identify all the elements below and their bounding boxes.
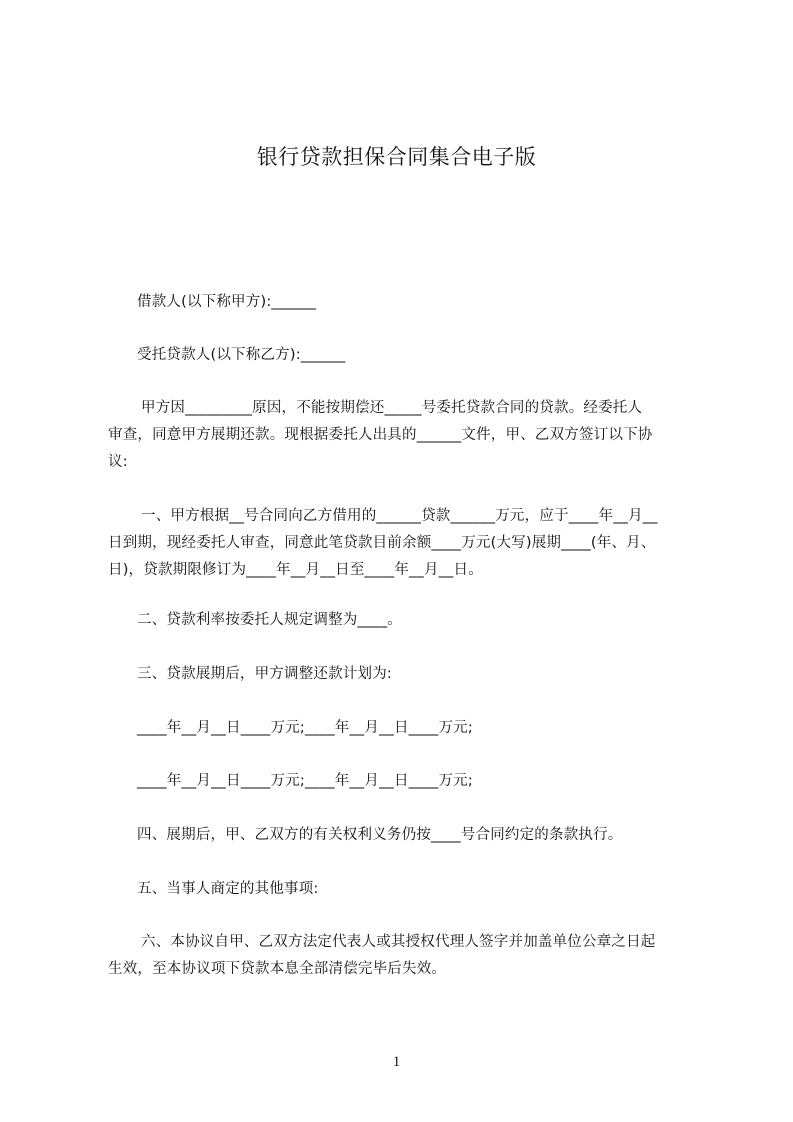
clause-1-line-2: 日到期，现经委托人审查，同意此笔贷款目前余额____万元(大写)展期____(年、月、 xyxy=(108,535,656,551)
paragraph-intro-line-2: 审查，同意甲方展期还款。现根据委托人出具的______文件，甲、乙双方签订以下协 xyxy=(108,427,653,443)
clause-3: 三、贷款展期后，甲方调整还款计划为: xyxy=(137,666,392,682)
paragraph-intro-line-3: 议: xyxy=(108,454,128,470)
clause-4: 四、展期后，甲、乙双方的有关权利义务仍按____号合同约定的条款执行。 xyxy=(137,827,623,843)
lender-line: 受托贷款人(以下称乙方):______ xyxy=(137,347,346,363)
document-title: 银行贷款担保合同集合电子版 xyxy=(256,145,537,169)
paragraph-intro-line-1: 甲方因_________原因，不能按期偿还_____号委托贷款合同的贷款。经委托人 xyxy=(141,400,643,416)
clause-6-line-2: 生效，至本协议项下贷款本息全部清偿完毕后失效。 xyxy=(108,961,447,977)
clause-1-line-1: 一、甲方根据__号合同向乙方借用的______贷款______万元，应于____年__月__ xyxy=(141,508,658,524)
clause-2: 二、贷款利率按委托人规定调整为____。 xyxy=(137,612,402,628)
clause-6-line-1: 六、本协议自甲、乙双方法定代表人或其授权代理人签字并加盖单位公章之日起 xyxy=(141,934,656,950)
page-number: 1 xyxy=(392,1054,401,1070)
clause-1-line-3: 日)，贷款期限修订为____年__月__日至____年__月__日。 xyxy=(108,562,483,578)
repayment-schedule-line-1: ____年__月__日____万元;____年__月__日____万元; xyxy=(137,720,473,736)
clause-5: 五、当事人商定的其他事项: xyxy=(137,881,319,897)
borrower-line: 借款人(以下称甲方):______ xyxy=(137,294,317,310)
repayment-schedule-line-2: ____年__月__日____万元;____年__月__日____万元; xyxy=(137,773,473,789)
